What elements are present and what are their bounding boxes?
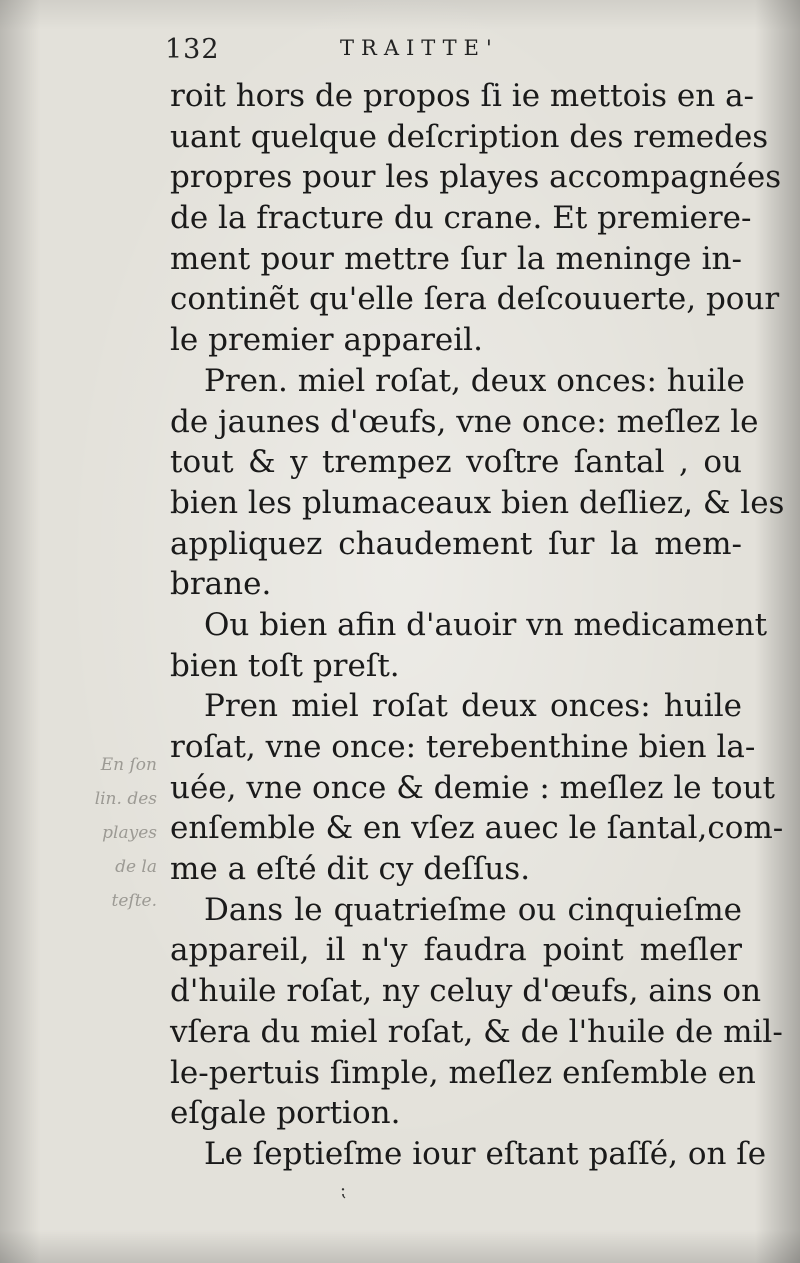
text-line: le premier appareil. (170, 322, 483, 359)
text-line: propres pour les playes accompagnées (170, 159, 782, 196)
text-line: bien toſt preſt. (170, 647, 400, 684)
text-line: Pren. miel roſat, deux onces: huile (204, 362, 745, 399)
text-line: d'huile roſat, ny celuy d'œufs, ains on (170, 973, 762, 1010)
margin-note-line: de la (115, 857, 157, 877)
text-line: de la fracture du crane. Et premiere- (170, 200, 752, 237)
text-body (170, 76, 785, 1175)
page-number: 132 (165, 34, 220, 65)
text-line: appliquez chaudement ſur la mem- (170, 525, 742, 562)
running-head (165, 34, 745, 74)
margin-note-line: teſte. (111, 891, 157, 911)
margin-note-line: playes (102, 823, 157, 843)
text-line: eſgale portion. (170, 1095, 401, 1132)
text-line: roſat, vne once: terebenthine bien la- (170, 729, 756, 765)
margin-note-line: lin. des (94, 789, 157, 809)
text-line: Ou bien afin d'auoir vn medicament (204, 606, 768, 643)
text-line: uant quelque deſcription des remedes (170, 118, 769, 155)
text-line: roit hors de propos ſi ie mettois en a- (170, 78, 755, 114)
text-line: Pren miel roſat deux onces: huile (204, 688, 742, 725)
text-line: ment pour mettre ſur la meninge in- (170, 240, 742, 277)
text-line: enſemble & en vſez auec le ſantal,com- (170, 810, 784, 847)
text-line: me a eſté dit cy deſſus. (170, 851, 531, 888)
text-line: Le ſeptieſme iour eſtant paſſé, on ſe (204, 1135, 767, 1172)
text-line: continẽt qu'elle ſera deſcouuerte, pour (170, 281, 780, 318)
text-line: de jaunes d'œufs, vne once: meſlez le (170, 403, 759, 440)
text-line: bien les plumaceaux bien deſliez, & les (170, 484, 785, 521)
text-line: Dans le quatrieſme ou cinquieſme (204, 891, 742, 928)
text-line: uée, vne once & demie : meſlez le tout (170, 769, 775, 806)
margin-note (52, 748, 157, 918)
text-line: brane. (170, 566, 272, 603)
text-line: tout & y trempez voſtre ſantal , ou (170, 444, 742, 481)
catchword-mark: ⁏ (340, 1180, 347, 1201)
running-title: TRAITTE' (340, 36, 499, 60)
margin-note-line: En ſon (100, 755, 157, 775)
text-line: le-pertuis ſimple, meſlez enſemble en (170, 1054, 756, 1091)
text-line: appareil, il n'y faudra point meſler (170, 932, 742, 969)
text-line: vſera du miel roſat, & de l'huile de mil- (170, 1013, 783, 1050)
